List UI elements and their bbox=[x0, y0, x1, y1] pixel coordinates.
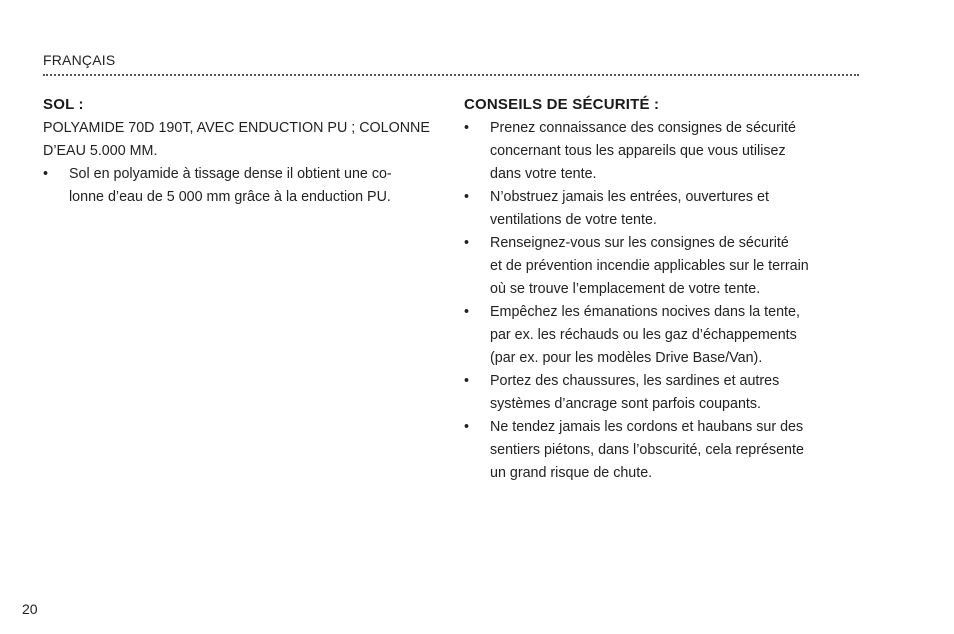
list-item-line: concernant tous les appareils que vous utilisez bbox=[490, 143, 786, 159]
bullet-icon: • bbox=[464, 120, 470, 136]
sol-description-line: D’EAU 5.000 MM. bbox=[43, 143, 158, 159]
list-item-line: Ne tendez jamais les cordons et haubans sur des bbox=[490, 419, 804, 435]
list-item bbox=[464, 117, 859, 186]
list-item-line: Portez des chaussures, les sardines et autres bbox=[490, 373, 780, 389]
list-item-line: dans votre tente. bbox=[490, 166, 597, 182]
sol-bullet-list bbox=[43, 163, 443, 209]
bullet-icon: • bbox=[464, 373, 470, 389]
list-item-line: ventilations de votre tente. bbox=[490, 212, 657, 228]
list-item-line: où se trouve l’emplacement de votre tente. bbox=[490, 281, 761, 297]
language-label: FRANÇAIS bbox=[43, 52, 116, 68]
list-item-line: Prenez connaissance des consignes de sécurité bbox=[490, 120, 796, 136]
list-item-line: Empêchez les émanations nocives dans la tente, bbox=[490, 304, 800, 320]
list-item-line: lonne d’eau de 5 000 mm grâce à la enduction PU. bbox=[69, 189, 391, 205]
list-item bbox=[43, 163, 443, 209]
list-item-line: systèmes d’ancrage sont parfois coupants. bbox=[490, 396, 761, 412]
sol-section-title: SOL : bbox=[43, 96, 84, 113]
list-item-line: sentiers piétons, dans l’obscurité, cela représente bbox=[490, 442, 804, 458]
list-item-line: et de prévention incendie applicables sur le terrain bbox=[490, 258, 809, 274]
list-item bbox=[464, 370, 859, 416]
sol-description bbox=[43, 117, 443, 163]
list-item bbox=[464, 186, 859, 232]
list-item-line: Renseignez-vous sur les consignes de sécurité bbox=[490, 235, 789, 251]
list-item bbox=[464, 232, 859, 301]
sol-description-line: POLYAMIDE 70D 190T, AVEC ENDUCTION PU ; COLONNE bbox=[43, 120, 430, 136]
list-item-line: (par ex. pour les modèles Drive Base/Van). bbox=[490, 350, 763, 366]
list-item bbox=[464, 416, 859, 485]
right-column bbox=[464, 96, 859, 485]
list-item-line: Sol en polyamide à tissage dense il obtient une co- bbox=[69, 166, 392, 182]
list-item-line: un grand risque de chute. bbox=[490, 465, 653, 481]
bullet-icon: • bbox=[464, 419, 470, 435]
list-item-line: N’obstruez jamais les entrées, ouvertures et bbox=[490, 189, 769, 205]
safety-bullet-list bbox=[464, 117, 859, 485]
list-item-line: par ex. les réchauds ou les gaz d’échappements bbox=[490, 327, 797, 343]
bullet-icon: • bbox=[464, 235, 470, 251]
bullet-icon: • bbox=[464, 189, 470, 205]
bullet-icon: • bbox=[464, 304, 470, 320]
page-number: 20 bbox=[22, 601, 38, 617]
header-dotted-divider bbox=[43, 74, 859, 76]
safety-section-title: CONSEILS DE SÉCURITÉ : bbox=[464, 96, 660, 113]
list-item bbox=[464, 301, 859, 370]
left-column bbox=[43, 96, 443, 209]
bullet-icon: • bbox=[43, 166, 49, 182]
